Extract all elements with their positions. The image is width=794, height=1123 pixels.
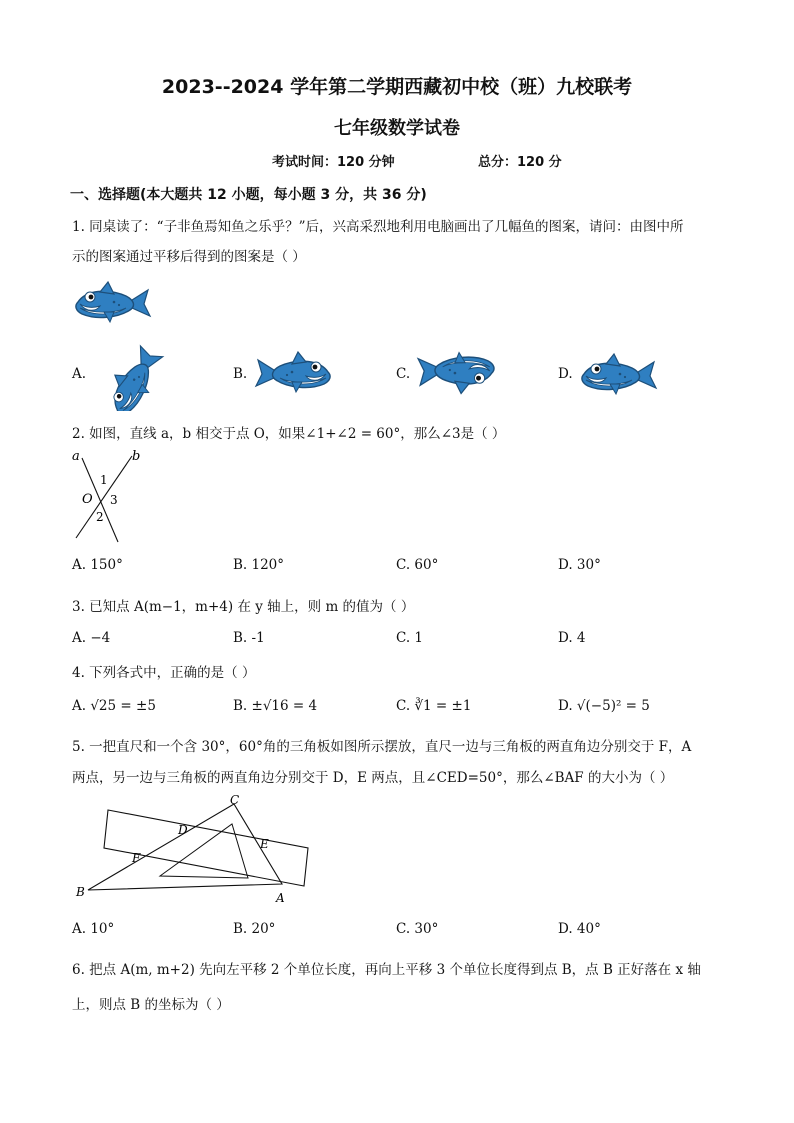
q3-option-b: B. -1 [233, 630, 265, 646]
q2-label-b: b [132, 449, 141, 464]
q5-ruler-triangle-figure [72, 790, 322, 910]
q5-label-d: D [178, 823, 188, 837]
q5-option-c: C. 30° [396, 921, 439, 937]
q5-option-a: A. 10° [72, 921, 115, 937]
exam-subtitle: 七年级数学试卷 [334, 118, 460, 139]
q2-angle-1: 1 [100, 473, 108, 487]
q1-option-c-fish-image [416, 344, 498, 400]
q2-label-a: a [72, 449, 80, 464]
q5-label-c: C [230, 793, 240, 807]
q1-line2: 示的图案通过平移后得到的图案是（ ） [72, 249, 306, 265]
q2-angle-2: 2 [96, 510, 104, 524]
q5-ruler [104, 810, 308, 886]
q1-option-b-fish-image [254, 344, 334, 398]
exam-score: 总分：120 分 [478, 155, 562, 170]
q6-line1: 6. 把点 A(m, m+2) 先向左平移 2 个单位长度，再向上平移 3 个单位长度得到点 B，点 B 正好落在 x 轴 [72, 962, 701, 978]
q1-line1: 1. 同桌读了：“子非鱼焉知鱼之乐乎？”后，兴高采烈地利用电脑画出了几幅鱼的图案，请问：由图中所 [72, 219, 684, 235]
q2-option-d: D. 30° [558, 557, 601, 573]
q1-option-a-label: A. [72, 366, 87, 382]
q2-option-a: A. 150° [72, 557, 123, 573]
q4-option-b: B. ±√16 = 4 [233, 698, 318, 714]
q4-option-d: D. √(−5)² = 5 [558, 698, 650, 714]
q3-option-a: A. −4 [72, 630, 111, 646]
q5-label-e: E [260, 837, 269, 851]
q5-label-b: B [76, 885, 85, 899]
q1-option-d-label: D. [558, 366, 573, 382]
section-heading: 一、选择题(本大题共 12 小题，每小题 3 分，共 36 分) [70, 187, 427, 203]
q5-line1: 5. 一把直尺和一个含 30°，60°角的三角板如图所示摆放，直尺一边与三角板的两直角边分别交于 F，A [72, 739, 692, 755]
q4-option-c: C. ∛1 = ±1 [396, 698, 472, 714]
q2-angle-3: 3 [110, 493, 118, 507]
q5-option-d: D. 40° [558, 921, 601, 937]
q1-option-a-fish-image [88, 335, 172, 411]
exam-time: 考试时间：120 分钟 [272, 155, 395, 170]
q4-option-a: A. √25 = ±5 [72, 698, 156, 714]
q1-option-c-label: C. [396, 366, 411, 382]
exam-title: 2023--2024 学年第二学期西藏初中校（班）九校联考 [161, 76, 633, 98]
q1-original-fish-image [72, 272, 152, 326]
q5-triangle-outer [88, 804, 282, 890]
q2-option-b: B. 120° [233, 557, 285, 573]
q5-triangle-inner [160, 824, 248, 878]
q5-label-f: F [132, 851, 141, 865]
q1-option-d-fish-image [578, 344, 658, 398]
q1-option-b-label: B. [233, 366, 248, 382]
q2-text: 2. 如图，直线 a，b 相交于点 O，如果∠1+∠2 = 60°，那么∠3是（ ） [72, 426, 506, 442]
q3-option-c: C. 1 [396, 630, 424, 646]
q2-intersecting-lines-figure [70, 446, 150, 546]
q2-label-o: O [82, 492, 93, 507]
q4-text: 4. 下列各式中，正确的是（ ） [72, 665, 256, 681]
q5-option-b: B. 20° [233, 921, 276, 937]
q3-text: 3. 已知点 A(m−1，m+4) 在 y 轴上，则 m 的值为（ ） [72, 599, 415, 615]
q5-label-a: A [276, 891, 285, 905]
q5-line2: 两点，另一边与三角板的两直角边分别交于 D，E 两点，且∠CED=50°，那么∠BAF 的大小为（ ） [72, 770, 674, 786]
q6-line2: 上，则点 B 的坐标为（ ） [72, 997, 230, 1013]
q2-option-c: C. 60° [396, 557, 439, 573]
q3-option-d: D. 4 [558, 630, 586, 646]
